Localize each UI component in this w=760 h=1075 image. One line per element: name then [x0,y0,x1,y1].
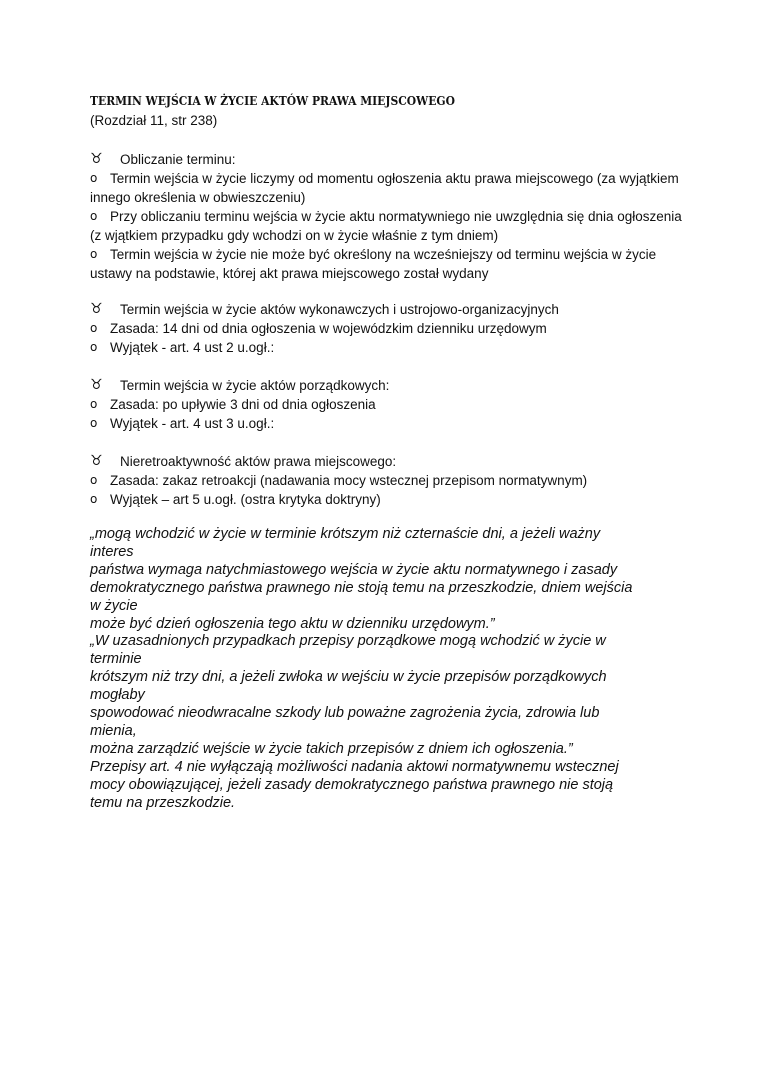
quote-line: może być dzień ogłoszenia tego aktu w dzienniku urzędowym.” [90,615,495,632]
quote-line: mogłaby [90,687,145,704]
circle-bullet-icon: o [90,397,98,411]
quote-line: krótszym niż trzy dni, a jeżeli zwłoka w wejściu w życie przepisów porządkowych [90,669,607,686]
taurus-bullet-icon: ♉ [90,453,103,469]
list-item-text: Zasada: 14 dni od dnia ogłoszenia w wojewódzkim dzienniku urzędowym [110,321,547,336]
section-heading [90,150,690,169]
section-heading [90,452,690,471]
list-item-text: Termin wejścia w życie liczymy od momentu ogłoszenia aktu prawa miejscowego (za wyjątkiem innego określenia w obwieszczeniu) [90,171,679,205]
quote-line: mocy obowiązującej, jeżeli zasady demokratycznego państwa prawnego nie stoją [90,776,614,793]
section-heading-text: Nieretroaktywność aktów prawa miejscowego: [120,454,397,469]
quote-line: mienia, [90,722,137,739]
list-item [90,414,690,433]
circle-bullet-icon: o [90,340,98,354]
quote-line: demokratycznego państwa prawnego nie stoją temu na przeszkodzie, dniem wejścia [90,579,633,596]
list-item-text: Termin wejścia w życie nie może być określony na wcześniejszy od terminu wejścia w życie ustawy na podstawie, której akt prawa miejscowego został wydany [90,247,657,281]
quote-line: w życie [90,597,138,614]
quote-line: interes [90,543,134,560]
quote-line: państwa wymaga natychmiastowego wejścia w życie aktu normatywnego i zasady [90,561,618,578]
circle-bullet-icon: o [90,171,98,185]
section-akty-wykonawcze [90,300,690,357]
list-item [90,338,690,357]
circle-bullet-icon: o [90,247,98,261]
list-item [90,395,690,414]
section-nieretroaktywnosc [90,452,690,509]
taurus-bullet-icon: ♉ [90,301,103,317]
circle-bullet-icon: o [90,492,98,506]
section-heading-text: Termin wejścia w życie aktów wykonawczych i ustrojowo-organizacyjnych [120,302,559,317]
quote-line: Przepisy art. 4 nie wyłączają możliwości nadania aktowi normatywnemu wstecznej [90,758,619,775]
list-item [90,319,690,338]
list-item-text: Zasada: zakaz retroakcji (nadawania mocy wstecznej przepisom normatywnym) [110,473,588,488]
list-item [90,169,690,207]
list-item-text: Wyjątek - art. 4 ust 2 u.ogł.: [110,340,275,355]
list-item [90,471,690,490]
quote-block [90,526,675,813]
list-item-text: Zasada: po upływie 3 dni od dnia ogłoszenia [110,397,376,412]
quote-line: spowodować nieodwracalne szkody lub poważne zagrożenia życia, zdrowia lub [90,705,600,722]
quote-line: można zarządzić wejście w życie takich przepisów z dniem ich ogłoszenia.” [90,740,573,757]
taurus-bullet-icon: ♉ [90,377,103,393]
list-item-text: Wyjątek – art 5 u.ogł. (ostra krytyka doktryny) [110,492,381,507]
quote-line: temu na przeszkodzie. [90,794,236,811]
section-heading-text: Termin wejścia w życie aktów porządkowych: [120,378,390,393]
list-item-text: Wyjątek - art. 4 ust 3 u.ogł.: [110,416,275,431]
circle-bullet-icon: o [90,473,98,487]
taurus-bullet-icon: ♉ [90,151,103,167]
section-obliczanie-terminu [90,150,690,283]
circle-bullet-icon: o [90,321,98,335]
list-item-text: Przy obliczaniu terminu wejścia w życie aktu normatywniego nie uwzględnia się dnia ogłoszenia (z wjątkiem przypadku gdy wchodzi on w życie właśnie z tym dniem) [90,209,682,243]
section-heading-text: Obliczanie terminu: [120,152,236,167]
quote-line: „W uzasadnionych przypadkach przepisy porządkowe mogą wchodzić w życie w [90,633,606,650]
quote-line: „mogą wchodzić w życie w terminie krótszym niż czternaście dni, a jeżeli ważny [90,526,601,542]
quote-line: terminie [90,651,142,668]
circle-bullet-icon: o [90,416,98,430]
list-item [90,490,690,509]
section-heading [90,300,690,319]
circle-bullet-icon: o [90,209,98,223]
document-subtitle: (Rozdział 11, str 238) [90,113,218,128]
list-item [90,245,690,283]
section-heading [90,376,690,395]
document-title: TERMIN WEJŚCIA W ŻYCIE AKTÓW PRAWA MIEJSCOWEGO [90,93,455,108]
list-item [90,207,690,245]
section-akty-porzadkowe [90,376,690,433]
